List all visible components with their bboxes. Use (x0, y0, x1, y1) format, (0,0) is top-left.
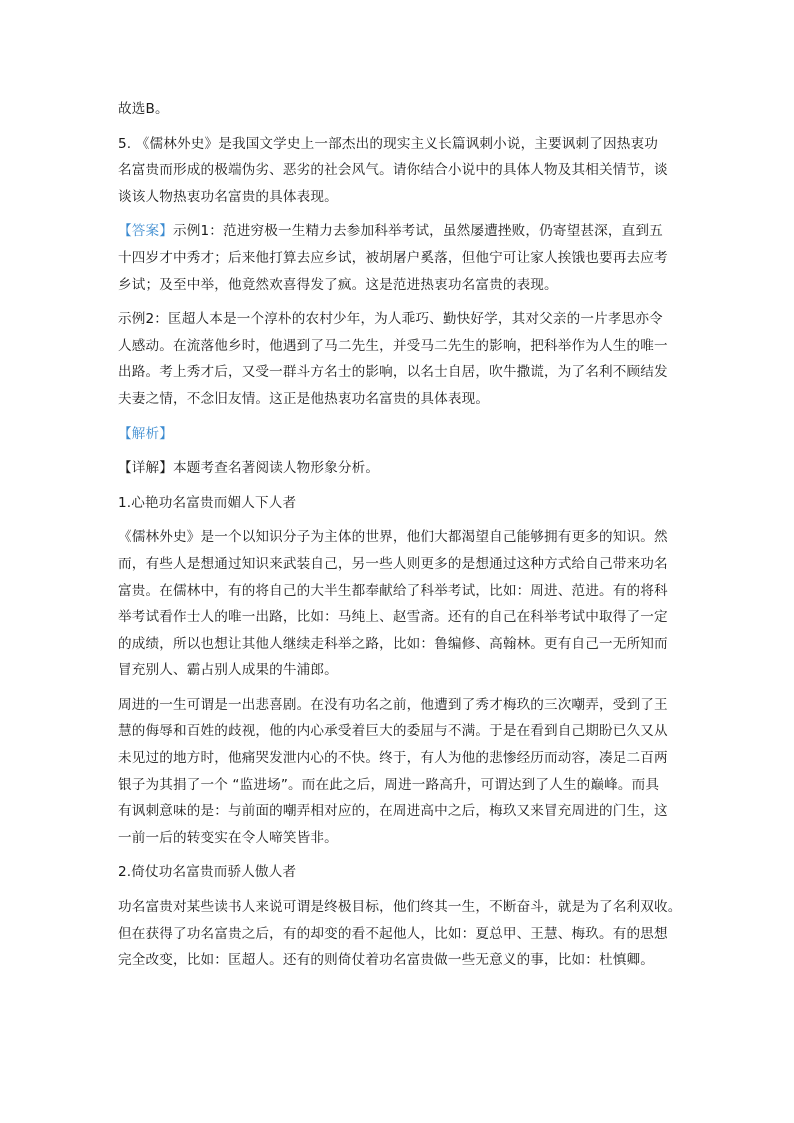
analysis-line: 《儒林外史》是一个以知识分子为主体的世界，他们大都渴望自己能够拥有更多的知识。然 (118, 529, 668, 546)
analysis-line: 慧的侮辱和百姓的歧视，他的内心承受着巨大的委屈与不满。于是在看到自己期盼已久又从 (118, 723, 668, 740)
example-line: 人感动。在流落他乡时，他遇到了马二先生，并受马二先生的影响，把科举作为人生的唯一 (118, 337, 668, 354)
example-line: 夫妻之情，不念旧友情。这正是他热衷功名富贵的具体表现。 (118, 390, 490, 407)
question-paragraph (118, 131, 680, 211)
answer-paragraph (118, 218, 680, 298)
answer-tag: 【答案】 (118, 223, 173, 240)
question-line: 谈该人物热衷功名富贵的具体表现。 (118, 188, 338, 205)
analysis-paragraph-3 (118, 894, 680, 974)
analysis-line: 一前一后的转变实在令人啼笑皆非。 (118, 829, 338, 846)
detail-text: 本题考查名著阅读人物形象分析。 (172, 460, 380, 477)
section-heading-2: 2.倚仗功名富贵而骄人傲人者 (118, 864, 297, 881)
analysis-line: 冒充别人、霸占别人成果的牛浦郎。 (118, 662, 338, 679)
detail-paragraph (118, 455, 680, 482)
answer-line: 示例1：范进穷极一生精力去参加科举考试，虽然屡遭挫败，仍寄望甚深，直到五 (172, 223, 663, 240)
analysis-line: 有讽刺意味的是：与前面的嘲弄相对应的，在周进高中之后，梅玖又来冒充周进的门生，这 (118, 803, 668, 820)
example-paragraph (118, 306, 680, 412)
analysis-line: 周进的一生可谓是一出悲喜剧。在没有功名之前，他遭到了秀才梅玖的三次嘲弄，受到了王 (118, 696, 668, 713)
analysis-line: 举考试看作士人的唯一出路，比如：马纯上、赵雪斋。还有的自己在科举考试中取得了一定 (118, 609, 668, 626)
analysis-line: 完全改变，比如：匡超人。还有的则倚仗着功名富贵做一些无意义的事，比如：杜慎卿。 (118, 952, 655, 969)
analysis-paragraph-2 (118, 692, 680, 852)
analysis-line: 的成绩，所以也想让其他人继续走科举之路，比如：鲁编修、高翰林。更有自己一无所知而 (118, 635, 668, 652)
section-heading-1: 1.心艳功名富贵而媚人下人者 (118, 494, 297, 511)
analysis-heading (118, 421, 680, 448)
analysis-paragraph-1 (118, 524, 680, 684)
analysis-line: 但在获得了功名富贵之后，有的却变的看不起他人，比如：夏总甲、王慧、梅玖。有的思想 (118, 925, 668, 942)
question-line: 5. 《儒林外史》是我国文学史上一部杰出的现实主义长篇讽刺小说，主要讽刺了因热衷功 (118, 135, 659, 152)
answer-line: 十四岁才中秀才；后来他打算去应乡试，被胡屠户奚落，但他宁可让家人挨饿也要再去应考 (118, 249, 668, 266)
detail-tag: 【详解】 (118, 460, 173, 477)
analysis-line: 未见过的地方时，他痛哭发泄内心的不快。终于，有人为他的悲惨经历而动容，凑足二百两 (118, 750, 668, 767)
analysis-tag: 【解析】 (118, 425, 173, 442)
intro-line: 故选B。 (118, 101, 169, 117)
answer-line: 乡试；及至中举，他竟然欢喜得发了疯。这是范进热衷功名富贵的表现。 (118, 276, 558, 293)
analysis-line: 而，有些人是想通过知识来武装自己，另一些人则更多的是想通过这种方式给自己带来功名 (118, 555, 668, 572)
example-line: 出路。考上秀才后，又受一群斗方名士的影响，以名士自居，吹牛撒谎，为了名利不顾结发 (118, 364, 668, 381)
analysis-line: 银子为其捐了一个 “监进场”。而在此之后，周进一路高升，可谓达到了人生的巅峰。而具 (118, 776, 660, 793)
example-line: 示例2：匡超人本是一个淳朴的农村少年，为人乖巧、勤快好学，其对父亲的一片孝思亦令 (118, 311, 663, 328)
analysis-line: 功名富贵对某些读书人来说可谓是终极目标，他们终其一生，不断奋斗，就是为了名利双收。 (118, 899, 682, 916)
question-line: 名富贵而形成的极端伪劣、恶劣的社会风气。请你结合小说中的具体人物及其相关情节，谈 (118, 162, 668, 179)
analysis-line: 富贵。在儒林中，有的将自己的大半生都奉献给了科举考试，比如：周进、范进。有的将科 (118, 582, 668, 599)
document-content (118, 96, 680, 982)
